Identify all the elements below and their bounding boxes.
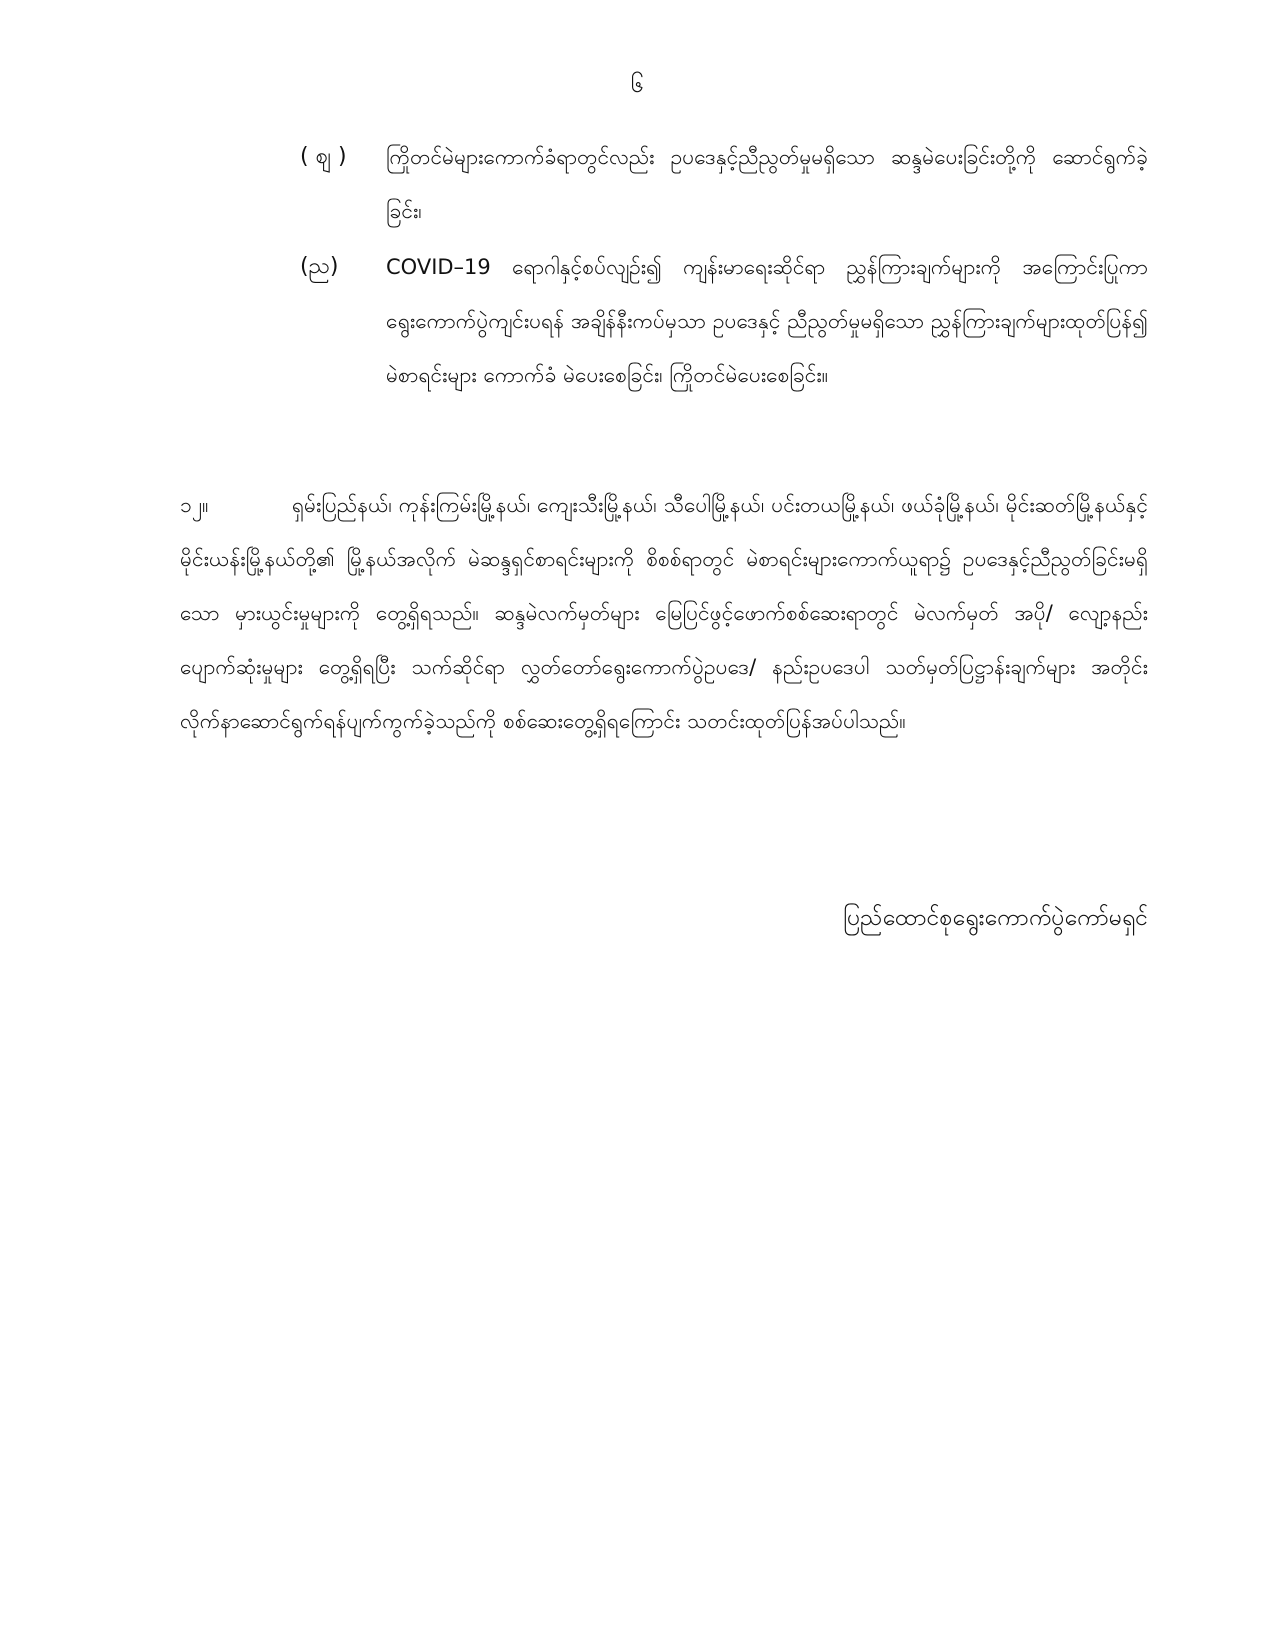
- list-item-marker: ( ဈ ): [300, 144, 347, 169]
- list-item-text: COVID–19 ရောဂါနှင့်စပ်လျဉ်း၍ ကျန်းမာရေးဆိုင်ရာ ညွှန်ကြားချက်များကို အကြောင်းပြုကာ ရွေးကောက်ပွဲကျင်းပရန် အချိန်နီးကပ်မှသာ ဥပဒေနှင့် ညီညွတ်မှုမရှိသော ညွှန်ကြားချက်များထုတ်ပြန်၍ မဲစာရင်းများ ကောက်ခံ မဲပေးစေခြင်း၊ ကြိုတင်မဲပေးစေခြင်း။: [386, 255, 1148, 387]
- numbered-paragraph: [180, 478, 1148, 748]
- signature-block: ပြည်ထောင်စုရွေးကောက်ပွဲကော်မရှင်: [843, 905, 1148, 931]
- list-item-text: ကြိုတင်မဲများကောက်ခံရာတွင်လည်း ဥပဒေနှင့်ညီညွတ်မှုမရှိသော ဆန္ဒမဲပေးခြင်းတို့ကို ဆောင်ရွက်ခဲ့ခြင်း၊: [386, 145, 1148, 223]
- list-item-marker: (ည): [300, 254, 339, 279]
- paragraph-number: ၁၂။: [180, 493, 209, 517]
- paragraph-text: ရှမ်းပြည်နယ်၊ ကုန်းကြမ်းမြို့နယ်၊ ကျေးသီးမြို့နယ်၊ သီပေါမြို့နယ်၊ ပင်းတယမြို့နယ်၊ ဖယ်ခုံမြို့နယ်၊ မိုင်းဆတ်မြို့နယ်နှင့် မိုင်းယန်းမြို့နယ်တို့၏ မြို့နယ်အလိုက် မဲဆန္ဒရှင်စာရင်းများကို စိစစ်ရာတွင် မဲစာရင်းများကောက်ယူရာ၌ ဥပဒေနှင့်ညီညွတ်ခြင်းမရှိသော မှားယွင်းမှုများကို တွေ့ရှိရသည်။ ဆန္ဒမဲလက်မှတ်များ မြေပြင်ဖွင့်ဖောက်စစ်ဆေးရာတွင် မဲလက်မှတ် အပို/ လျော့နည်းပျောက်ဆုံးမှုများ တွေ့ရှိရပြီး သက်ဆိုင်ရာ လွှတ်တော်ရွေးကောက်ပွဲဥပဒေ/ နည်းဥပဒေပါ သတ်မှတ်ပြဋ္ဌာန်းချက်များ အတိုင်း လိုက်နာဆောင်ရွက်ရန်ပျက်ကွက်ခဲ့သည်ကို စစ်ဆေးတွေ့ရှိရကြောင်း သတင်းထုတ်ပြန်အပ်ပါသည်။: [180, 493, 1148, 733]
- page-number: ၆: [631, 72, 644, 98]
